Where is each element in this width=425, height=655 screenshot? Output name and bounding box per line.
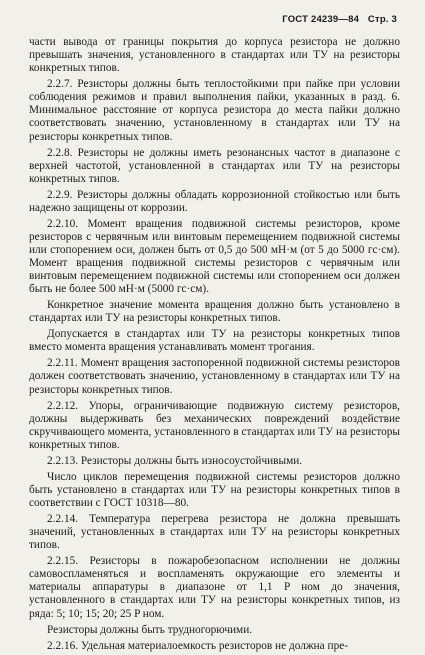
paragraph-2-2-15: 2.2.15. Резисторы в пожаробезопасном исполнении не должны самовоспламеняться и воспламенять окружающие его элементы и материалы аппаратуры в диапазоне от 1,1 P ном до значения, установленного в стандартах или ТУ на резисторы конкретных типов, из ряда: 5; 10; 15; 20; 25 P ном. xyxy=(29,555,400,620)
document-body xyxy=(29,36,400,655)
paragraph-2-2-13: 2.2.13. Резисторы должны быть износоустойчивыми. xyxy=(47,454,303,467)
paragraph-2-2-10: 2.2.10. Момент вращения подвижной системы резисторов, кроме резисторов с червячным или винтовым перемещением подвижной системы или стопорением оси, должен быть от 0,5 до 500 мН·м (от 5 до 5000 гс·см). Момент вращения подвижной системы резисторов с червячным или винтовым перемещением подвижной системы или стопорением оси должен быть не более 500 мН·м (5000 гс·см). xyxy=(29,217,400,296)
paragraph: Резисторы должны быть трудногорючими. xyxy=(47,623,253,636)
paragraph: части вывода от границы покрытия до корпуса резистора не должно превышать значения, установленного в стандартах или ТУ на резисторы конкретных типов. xyxy=(29,36,400,75)
paragraph-2-2-11: 2.2.11. Момент вращения застопоренной подвижной системы резисторов должен соответствовать значению, установленному в стандартах или ТУ на резисторы конкретных типов. xyxy=(29,357,400,396)
paragraph-2-2-16: 2.2.16. Удельная материалоемкость резисторов не должна пре- xyxy=(47,639,348,652)
paragraph: Допускается в стандартах или ТУ на резисторы конкретных типов вместо момента вращения устанавливать момент трогания. xyxy=(29,328,400,354)
paragraph: Конкретное значение момента вращения должно быть установлено в стандартах или ТУ на резисторы конкретных типов. xyxy=(29,299,400,325)
paragraph-2-2-14: 2.2.14. Температура перегрева резистора не должна превышать значений, установленных в стандартах или ТУ на резисторы конкретных типов. xyxy=(29,512,400,552)
page-header xyxy=(276,14,397,25)
paragraph: Число циклов перемещения подвижной системы резисторов должно быть установлено в стандартах или ТУ на резисторы конкретных типов в соответствии с ГОСТ 10318—80. xyxy=(29,470,400,509)
paragraph-2-2-12: 2.2.12. Упоры, ограничивающие подвижную систему резисторов, должны выдерживать без механических повреждений воздействие скручивающего момента, установленного в стандартах или ТУ на резисторы конкретных типов. xyxy=(29,399,400,451)
page-number: Стр. 3 xyxy=(367,14,397,25)
paragraph-2-2-7: 2.2.7. Резисторы должны быть теплостойкими при пайке при условии соблюдения режимов и правил выполнения пайки, указанных в разд. 6. Минимальное расстояние от корпуса резистора до места пайки должно соответствовать значению, установленному в стандартах или ТУ на резисторы конкретных типов. xyxy=(29,78,400,143)
paragraph-2-2-9: 2.2.9. Резисторы должны обладать коррозионной стойкостью или быть надежно защищены от коррозии. xyxy=(29,188,400,214)
standard-number: ГОСТ 24239—84 xyxy=(282,14,360,25)
paragraph-2-2-8: 2.2.8. Резисторы не должны иметь резонансных частот в диапазоне с верхней частотой, установленной в стандартах или ТУ на резисторы конкретных типов. xyxy=(29,146,400,185)
